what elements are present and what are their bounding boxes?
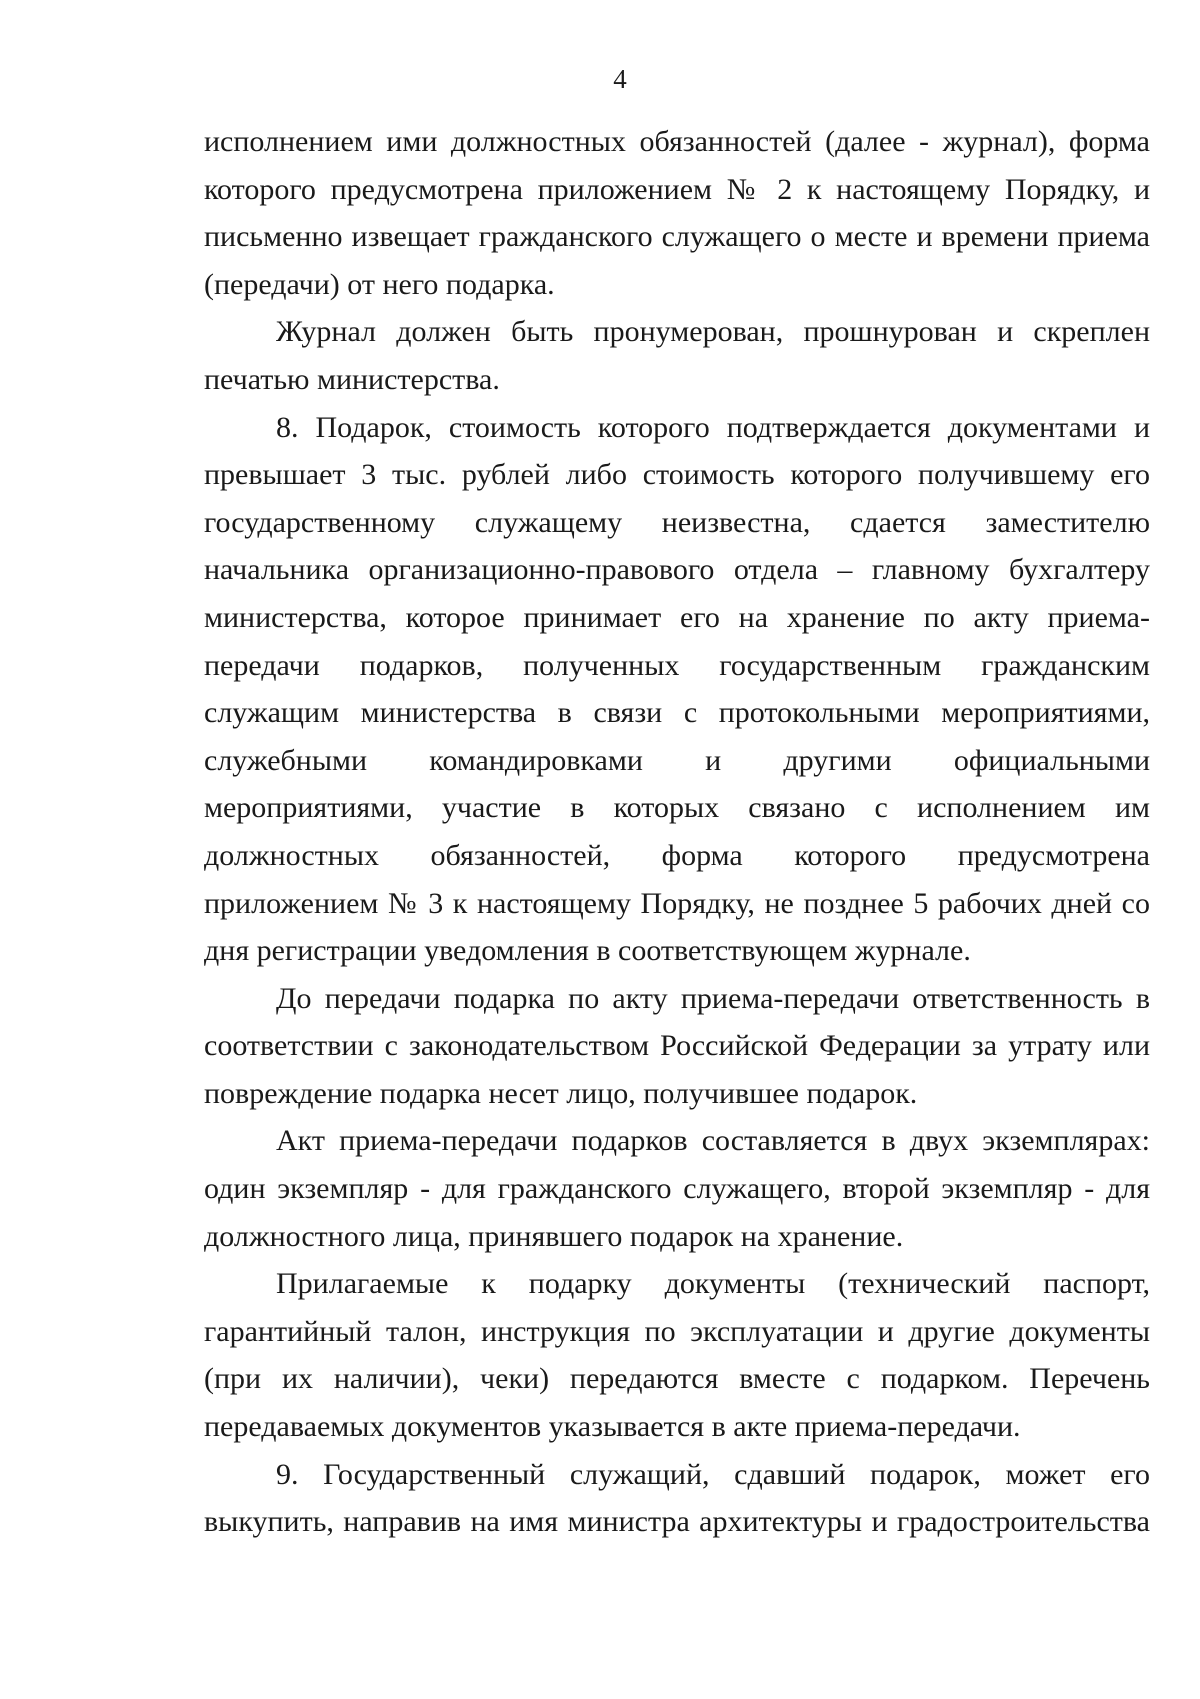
text-line: Журнал должен быть пронумерован, прошнурован и скреплен <box>276 315 1150 349</box>
text-line: министерства, которое принимает его на хранение по акту приема- <box>204 600 1150 634</box>
paragraph-act-copies <box>204 1117 1150 1260</box>
text-line: служащим министерства в связи с протокольными мероприятиями, <box>204 696 1150 730</box>
text-line: соответствии с законодательством Российской Федерации за утрату или <box>204 1029 1150 1063</box>
text-line: начальника организационно-правового отдела – главному бухгалтеру <box>204 553 1150 587</box>
paragraph-item-9 <box>204 1451 1150 1546</box>
text-line: (передачи) от него подарка. <box>204 267 555 301</box>
paragraph-item-8 <box>204 404 1150 975</box>
text-line: 8. Подарок, стоимость которого подтверждается документами и <box>276 410 1150 444</box>
text-line: письменно извещает гражданского служащего о месте и времени приема <box>204 220 1150 254</box>
text-line: (при их наличии), чеки) передаются вместе с подарком. Перечень <box>204 1362 1150 1396</box>
text-line: один экземпляр - для гражданского служащего, второй экземпляр - для <box>204 1172 1150 1206</box>
text-line: дня регистрации уведомления в соответствующем журнале. <box>204 934 971 968</box>
paragraph-continuation <box>204 118 1150 308</box>
paragraph-responsibility <box>204 975 1150 1118</box>
text-line: Акт приема-передачи подарков составляется в двух экземплярах: <box>276 1124 1150 1158</box>
text-line: исполнением ими должностных обязанностей (далее - журнал), форма <box>204 125 1150 158</box>
text-line: гарантийный талон, инструкция по эксплуатации и другие документы <box>204 1314 1150 1348</box>
paragraph-attached-documents <box>204 1260 1150 1450</box>
text-line: должностных обязанностей, форма которого предусмотрена <box>204 838 1150 872</box>
text-line: превышает 3 тыс. рублей либо стоимость которого получившему его <box>204 458 1150 492</box>
text-line: 9. Государственный служащий, сдавший подарок, может его <box>276 1457 1150 1491</box>
text-line: Прилагаемые к подарку документы (технический паспорт, <box>276 1267 1150 1301</box>
text-line: которого предусмотрена приложением № 2 к настоящему Порядку, и <box>204 172 1150 206</box>
text-line: приложением № 3 к настоящему Порядку, не позднее 5 рабочих дней со <box>204 886 1150 920</box>
document-body <box>204 118 1150 1546</box>
text-line: мероприятиями, участие в которых связано с исполнением им <box>204 791 1150 825</box>
text-line: передачи подарков, полученных государственным гражданским <box>204 648 1150 682</box>
text-line: повреждение подарка несет лицо, получившее подарок. <box>204 1076 918 1110</box>
page-number: 4 <box>613 64 627 94</box>
text-line: печатью министерства. <box>204 362 500 396</box>
text-line: До передачи подарка по акту приема-передачи ответственность в <box>276 981 1150 1015</box>
text-line: передаваемых документов указывается в акте приема-передачи. <box>204 1410 1021 1444</box>
paragraph-journal <box>204 308 1150 403</box>
text-line: государственному служащему неизвестна, сдается заместителю <box>204 505 1150 539</box>
text-line: служебными командировками и другими официальными <box>204 743 1150 777</box>
text-line: выкупить, направив на имя министра архитектуры и градостроительства <box>204 1505 1150 1539</box>
text-line: должностного лица, принявшего подарок на хранение. <box>204 1219 904 1253</box>
